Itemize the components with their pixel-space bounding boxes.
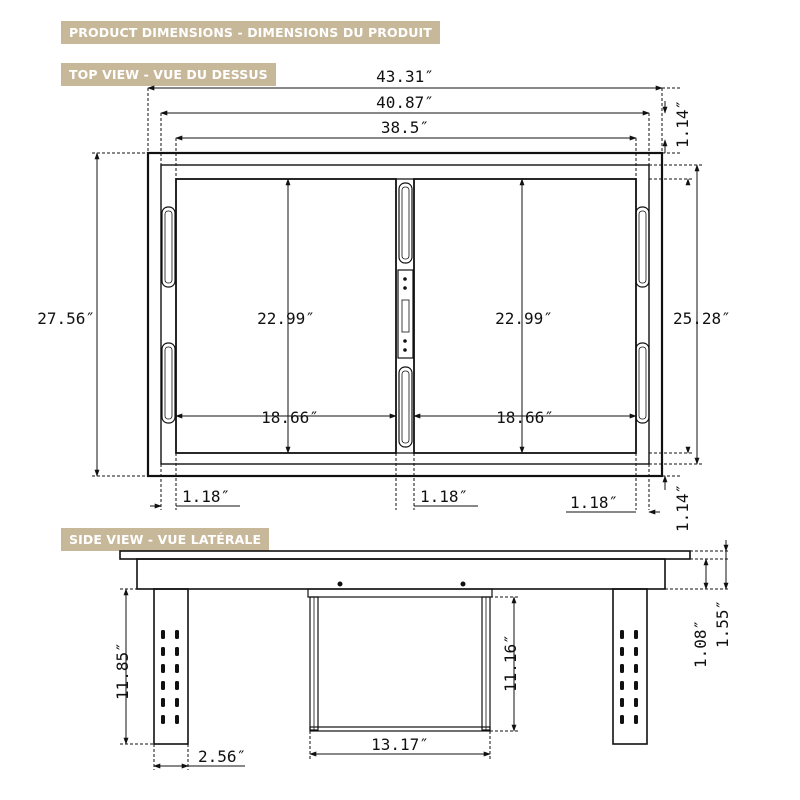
overall-width-label: 43.31″ [376, 67, 434, 86]
top-view-dimension-lines [92, 88, 702, 512]
panel-left-height-label: 22.99″ [257, 309, 315, 328]
side-view-drawing [120, 551, 690, 744]
overall-depth-label: 27.56″ [37, 309, 95, 328]
offset-right-label: 1.18″ [570, 493, 619, 512]
leg-width-label: 2.56″ [198, 747, 247, 766]
leg-height-label: 11.85″ [113, 642, 132, 700]
panel-right-width-label: 18.66″ [496, 408, 554, 427]
leg-slots [161, 630, 638, 724]
offset-left-label: 1.18″ [182, 487, 231, 506]
top-view-drawing [148, 153, 662, 476]
inner-width-label: 38.5″ [380, 118, 430, 137]
frame-width-label: 40.87″ [376, 93, 434, 112]
product-dimensions-banner: PRODUCT DIMENSIONS - DIMENSIONS DU PRODUIT [61, 21, 440, 44]
offset-center-label: 1.18″ [420, 487, 469, 506]
rail-height-label: 1.08″ [691, 619, 710, 668]
side-view-banner: SIDE VIEW - VUE LATÉRALE [61, 528, 269, 551]
top-height-label: 1.55″ [713, 599, 732, 648]
top-view-banner: TOP VIEW - VUE DU DESSUS [61, 63, 276, 86]
inner-depth-label: 25.28″ [673, 309, 731, 328]
bottom-margin-label: 1.14″ [673, 483, 692, 532]
panel-right-height-label: 22.99″ [495, 309, 553, 328]
top-margin-label: 1.14″ [673, 99, 692, 148]
drawer-height-label: 11.16″ [501, 634, 520, 692]
panel-left-width-label: 18.66″ [261, 408, 319, 427]
drawer-width-label: 13.17″ [371, 735, 429, 754]
